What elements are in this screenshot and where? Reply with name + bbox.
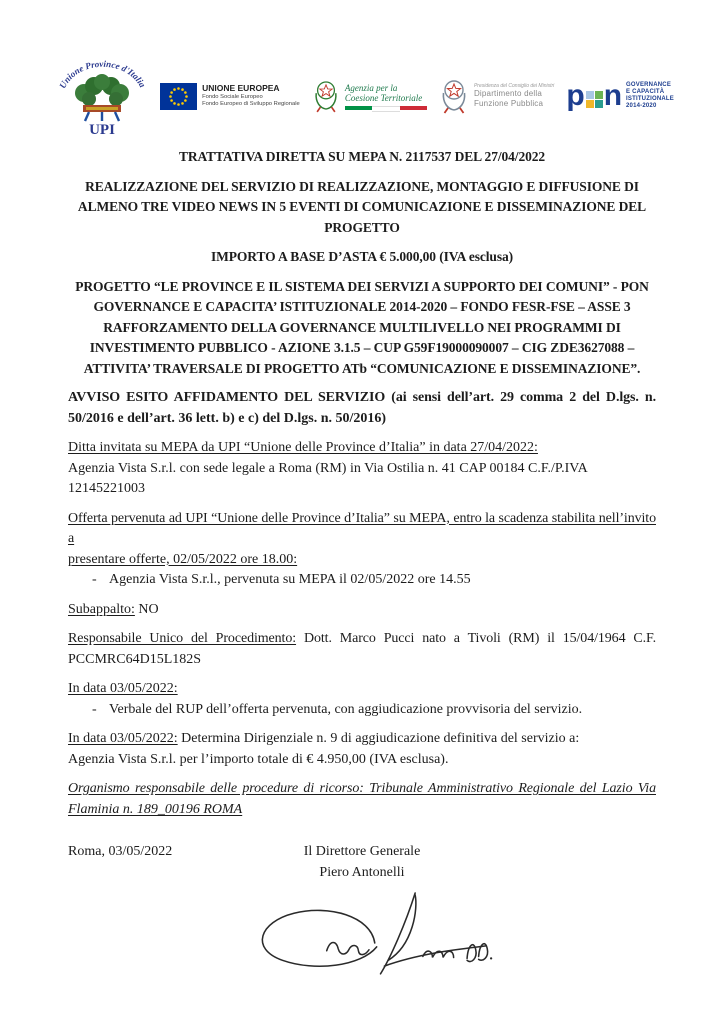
bullet-dash: -	[92, 701, 97, 717]
ditta-paragraph	[68, 438, 656, 500]
document-body	[68, 147, 656, 985]
progetto-paragraph	[68, 277, 656, 380]
subappalto-line	[68, 600, 656, 621]
offerta-heading-2: presentare offerte, 02/05/2022 ore 18.00:	[68, 551, 298, 567]
signer-title: Il Direttore Generale	[303, 844, 421, 859]
subappalto-value: NO	[134, 601, 159, 617]
signer-block	[68, 842, 656, 883]
indata1-bullet-text: Verbale del RUP dell’offerta pervenuta, con aggiudicazione provvisoria del servizio.	[109, 701, 583, 717]
signer-name: Piero Antonelli	[319, 864, 405, 880]
rup-line-1	[68, 629, 656, 650]
progetto-line: RAFFORZAMENTO DELLA GOVERNANCE MULTILIVELLO NEI PROGRAMMI DI	[103, 319, 621, 335]
agenzia-text-block	[345, 83, 427, 110]
upi-tree-icon	[56, 55, 148, 137]
pon-line-1: GOVERNANCE	[626, 82, 672, 88]
italy-flag-bar-icon	[345, 106, 427, 110]
funzione-pubblica-logo	[439, 77, 554, 115]
agenzia-line-2: Coesione Territoriale	[344, 93, 423, 103]
eu-subtitle-2: Fondo Europeo di Sviluppo Regionale	[202, 101, 300, 108]
offerta-bullet-text: Agenzia Vista S.r.l., pervenuta su MEPA il 02/05/2022 ore 14.55	[109, 572, 471, 587]
pon-squares-icon	[586, 91, 603, 108]
avviso-line-1: AVVISO ESITO AFFIDAMENTO DEL SERVIZIO (ai sensi dell’art. 29 comma 2 del D.lgs. n.	[68, 390, 656, 405]
ricorso-line-1: Organismo responsabile delle procedure di ricorso: Tribunale Amministrativo Regionale del Lazio Via	[68, 781, 656, 796]
funzione-pubblica-text-block	[474, 83, 554, 108]
indata1-heading: In data 03/05/2022:	[68, 681, 178, 696]
progetto-line: ATTIVITA’ TRAVERSALE DI PROGETTO ATb “COMUNICAZIONE E DISSEMINAZIONE”.	[83, 360, 641, 376]
offerta-paragraph	[68, 509, 656, 591]
subject-line: ALMENO TRE VIDEO NEWS IN 5 EVENTI DI COMUNICAZIONE E DISSEMINAZIONE DEL	[77, 199, 647, 214]
indata2-rest: Determina Dirigenziale n. 9 di aggiudicazione definitiva del servizio a:	[177, 731, 580, 746]
importo-line: IMPORTO A BASE D’ASTA € 5.000,00 (IVA esclusa)	[210, 249, 514, 264]
indata2-line-1	[68, 729, 656, 750]
indata1-paragraph	[68, 679, 656, 720]
offerta-heading-1: Offerta pervenuta ad UPI “Unione delle Province d’Italia” su MEPA, entro la scadenza stabilita nell’invito a	[68, 510, 656, 546]
subject-line: REALIZZAZIONE DEL SERVIZIO DI REALIZZAZIONE, MONTAGGIO E DIFFUSIONE DI	[85, 178, 639, 194]
subject-paragraph	[68, 177, 656, 239]
logo-strip	[56, 52, 674, 140]
title-trattativa: TRATTATIVA DIRETTA SU MEPA N. 2117537 DEL 27/04/2022	[178, 149, 546, 164]
footer-row	[68, 842, 656, 883]
progetto-line: PROGETTO “LE PROVINCE E IL SISTEMA DEI SERVIZI A SUPPORTO DEI COMUNI” - PON	[75, 278, 649, 294]
subappalto-label: Subappalto:	[68, 601, 135, 617]
upi-acronym: UPI	[89, 122, 115, 137]
agenzia-line-1: Agenzia per la	[344, 82, 398, 93]
upi-bridge-icon	[83, 105, 121, 121]
pon-letter-p: p	[566, 79, 585, 112]
progetto-line: INVESTIMENTO PUBBLICO - AZIONE 3.1.5 – CUP G59F19000090007 – CIG ZDE3627088 –	[89, 340, 635, 355]
presidenza-line: Presidenza del Consiglio dei Ministri	[473, 83, 555, 90]
dipartimento-line-2: Funzione Pubblica	[473, 99, 544, 108]
rup-fiscal-code: PCCMRC64D15L182S	[68, 651, 202, 667]
rup-paragraph	[68, 629, 656, 670]
progetto-line: GOVERNANCE E CAPACITA’ ISTITUZIONALE 2014-2020 – FONDO FESR-FSE – ASSE 3	[93, 299, 631, 314]
ditta-heading: Ditta invitata su MEPA da UPI “Unione delle Province d’Italia” in data 27/04/2022:	[68, 440, 538, 455]
pon-line-2: E CAPACITÀ	[626, 89, 665, 95]
ricorso-paragraph	[68, 779, 656, 820]
upi-logo	[56, 55, 148, 137]
offerta-bullet	[68, 570, 656, 591]
pon-letter-n: n	[603, 79, 623, 112]
eu-flag-icon	[160, 83, 197, 110]
avviso-heading	[68, 388, 656, 429]
indata1-bullet	[68, 700, 656, 721]
indata2-paragraph	[68, 729, 656, 770]
italy-emblem-icon	[312, 78, 340, 114]
upi-curved-text: Unione Province d'Italia	[57, 58, 148, 91]
pon-line-4: 2014-2020	[626, 103, 657, 109]
pon-line-3: ISTITUZIONALE	[626, 96, 674, 102]
rup-label: Responsabile Unico del Procedimento:	[68, 631, 297, 646]
place-date: Roma, 03/05/2022	[68, 844, 173, 859]
avviso-line-2: 50/2016 e dell’art. 36 lett. b) e c) del D.lgs. n. 50/2016)	[68, 410, 387, 426]
pon-text-block	[626, 82, 674, 110]
eu-logo	[160, 83, 300, 110]
bullet-dash: -	[92, 572, 97, 587]
upi-foliage-icon	[75, 74, 129, 106]
eu-subtitle-1: Fondo Sociale Europeo	[202, 94, 263, 101]
eu-title: UNIONE EUROPEA	[202, 83, 280, 94]
ricorso-line-2: Flaminia n. 189_00196 ROMA	[68, 801, 243, 817]
rup-rest: Dott. Marco Pucci nato a Tivoli (RM) il 15/04/1964 C.F.	[296, 631, 656, 646]
dipartimento-line-1: Dipartimento della	[473, 89, 543, 99]
italy-emblem-gray-icon	[439, 77, 469, 115]
subject-line: PROGETTO	[324, 219, 400, 235]
pon-wordmark	[566, 79, 623, 112]
indata2-label: In data 03/05/2022:	[68, 731, 178, 746]
signature-area	[68, 885, 656, 985]
indata2-line-2: Agenzia Vista S.r.l. per l’importo totale di € 4.950,00 (IVA esclusa).	[68, 751, 449, 767]
pon-logo	[566, 79, 674, 112]
eu-text-block	[202, 83, 300, 108]
agenzia-coesione-logo	[312, 78, 427, 114]
signature-scribble-icon	[244, 885, 494, 977]
ditta-body: Agenzia Vista S.r.l. con sede legale a Roma (RM) in Via Ostilia n. 41 CAP 00184 C.F./P.IVA 12145221003	[68, 460, 587, 496]
